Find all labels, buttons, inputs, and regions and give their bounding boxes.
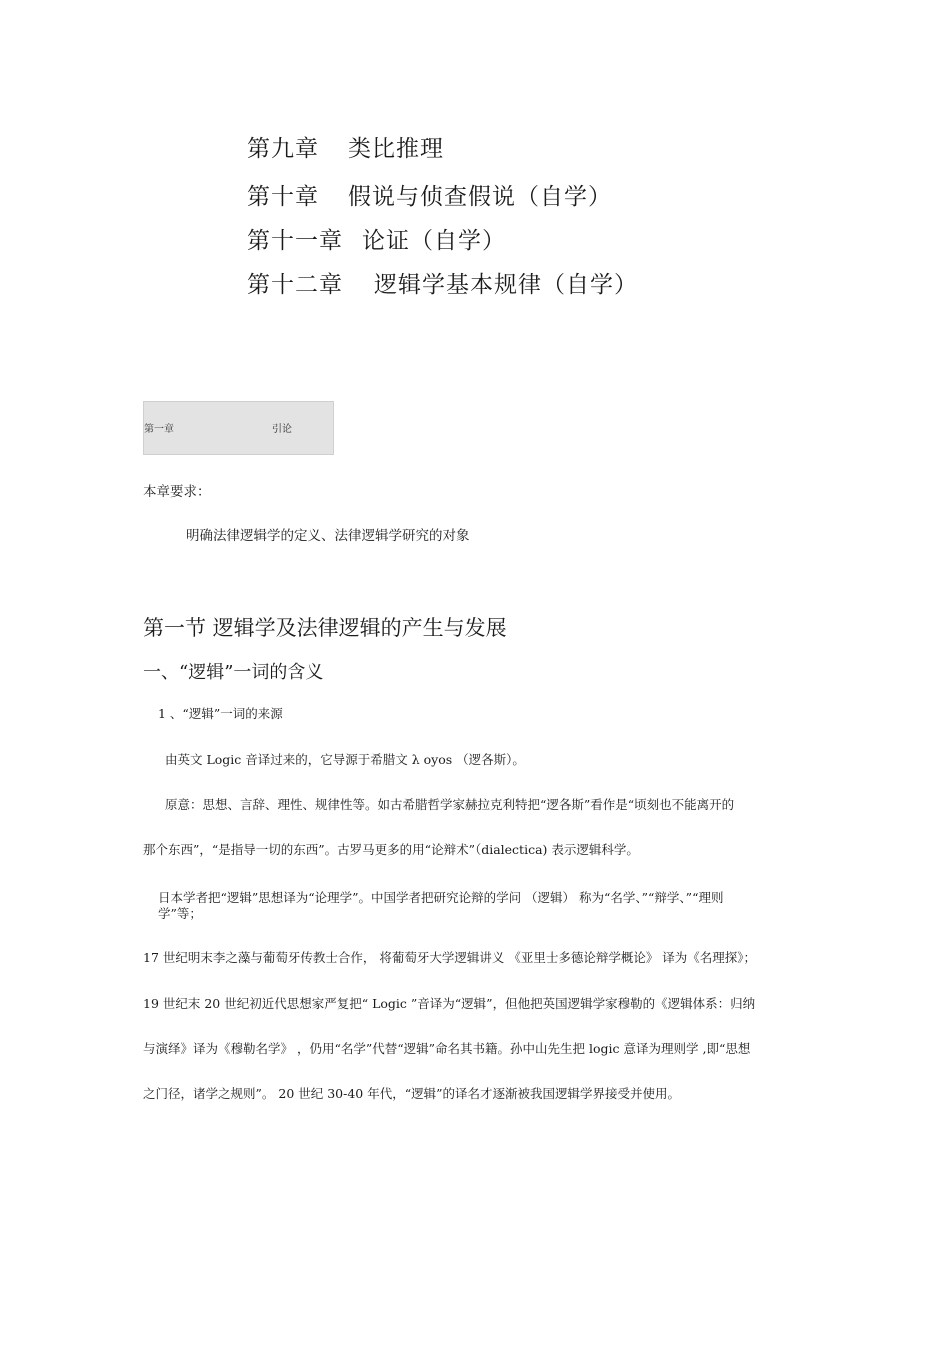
paragraph-line: 日本学者把“逻辑”思想译为“论理学”。中国学者把研究论辩的学问 （逻辑） 称为“名学、”“辩学、”“理则 [158, 890, 724, 905]
chapter-number: 第一章 [144, 424, 174, 435]
subsection-title: 一、“逻辑”一词的含义 [143, 662, 324, 683]
toc-line-9 [247, 130, 444, 163]
requirements-label: 本章要求： [143, 484, 211, 500]
paragraph-line: 原意：思想、言辞、理性、规律性等。如古希腊哲学家赫拉克利特把“逻各斯”看作是“顷刻也不能离开的 [165, 797, 735, 812]
toc-chapter-number: 第十二章 [247, 272, 343, 298]
paragraph-line: 与演绎》译为《穆勒名学》 ，仍用“名学”代替“逻辑”命名其书籍。孙中山先生把 logic 意译为理则学 ,即“思想 [143, 1041, 751, 1056]
chapter-heading-box [143, 401, 334, 455]
section-title: 第一节 逻辑学及法律逻辑的产生与发展 [143, 616, 507, 640]
item-title: 1 、“逻辑”一词的来源 [158, 706, 283, 721]
toc-line-11 [247, 222, 506, 255]
paragraph-line: 那个东西”，“是指导一切的东西”。古罗马更多的用“论辩术”（dialectica) 表示逻辑科学。 [143, 842, 639, 857]
requirements-text: 明确法律逻辑学的定义、法律逻辑学研究的对象 [186, 528, 470, 544]
toc-chapter-number: 第十一章 [247, 228, 343, 254]
paragraph-line: 之门径，诸学之规则”。 20 世纪 30-40 年代，“逻辑”的译名才逐渐被我国逻辑学界接受并使用。 [143, 1086, 681, 1101]
toc-line-12 [247, 266, 638, 299]
paragraph-line: 学”等； [158, 906, 202, 921]
paragraph-line: 17 世纪明末李之藻与葡萄牙传教士合作， 将葡萄牙大学逻辑讲义 《亚里士多德论辩学概论》 译为《名理探》； [143, 950, 757, 965]
chapter-title: 引论 [272, 424, 292, 435]
paragraph-line: 由英文 Logic 音译过来的，它导源于希腊文 λ oyos （逻各斯）。 [165, 752, 525, 767]
paragraph-line: 19 世纪末 20 世纪初近代思想家严复把“ Logic ”音译为“逻辑”，但他把英国逻辑学家穆勒的《逻辑体系：归纳 [143, 996, 756, 1011]
toc-chapter-title: 类比推理 [348, 136, 444, 162]
toc-chapter-number: 第十章 [247, 184, 319, 210]
toc-chapter-number: 第九章 [247, 136, 319, 162]
toc-chapter-title: 假说与侦查假说（自学） [348, 184, 612, 210]
toc-line-10 [247, 178, 612, 211]
toc-chapter-title: 论证（自学） [362, 228, 506, 254]
toc-chapter-title: 逻辑学基本规律（自学） [374, 272, 638, 298]
